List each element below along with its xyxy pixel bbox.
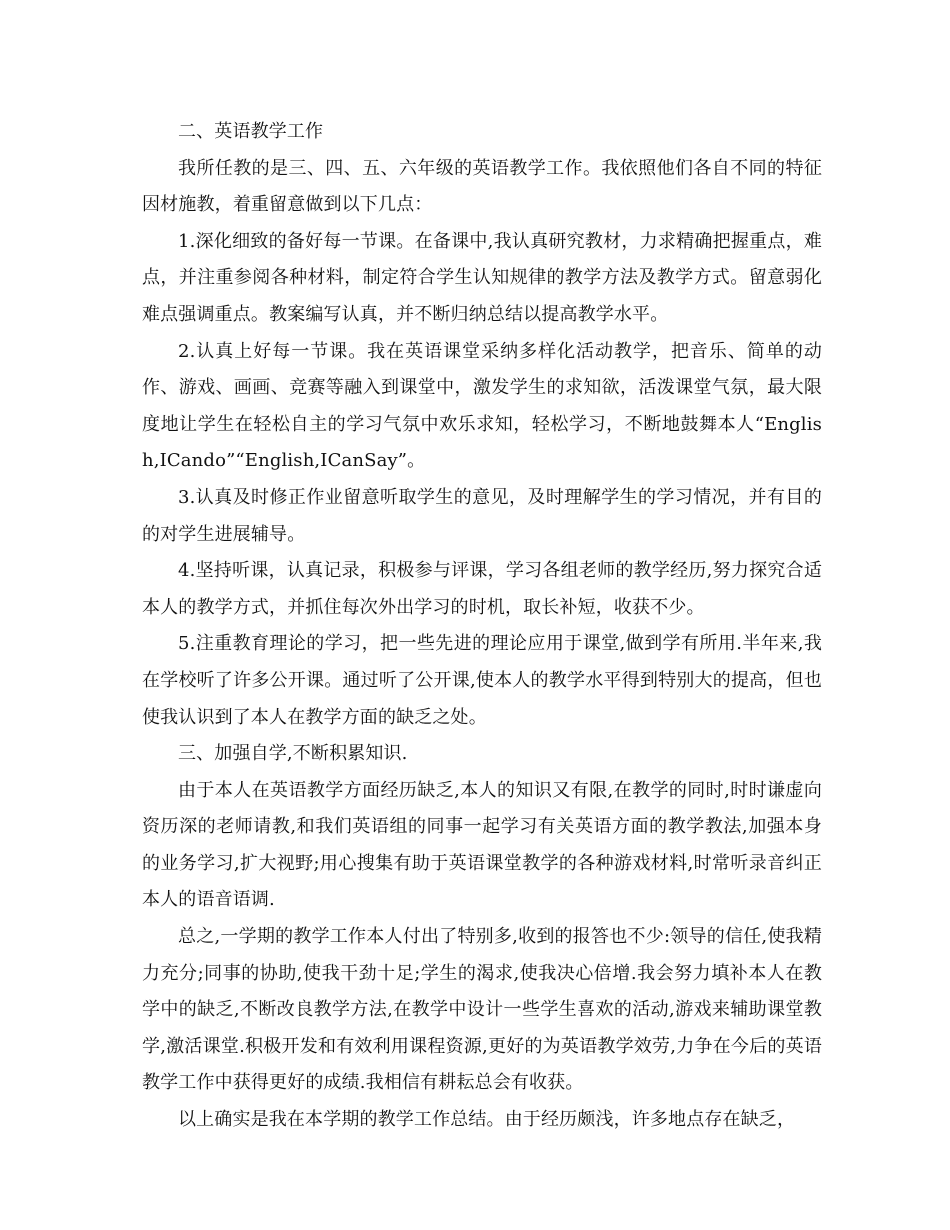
paragraph-closing: 以上确实是我在本学期的教学工作总结。由于经历颇浅，许多地点存在缺乏， (178, 1109, 796, 1131)
paragraph-self-study: 由于本人在英语教学方面经历缺乏,本人的知识又有限,在教学的同时,时时谦虚向资历深的老师请教,和我们英语组的同事一起学习有关英语方面的教学教法,加强本身的业务学习,扩大视野;用心搜集有助于英语课堂教学的各种游戏材料,时常听录音纠正本人的语音语调. (142, 779, 822, 911)
paragraph-point-2: 2.认真上好每一节课。我在英语课堂采纳多样化活动教学，把音乐、简单的动作、游戏、画画、竞赛等融入到课堂中，激发学生的求知欲，活泼课堂气氛，最大限度地让学生在轻松自主的学习气氛中欢乐求知，轻松学习，不断地鼓舞本人“English,ICando”“English,ICanSay”。 (142, 340, 822, 472)
paragraph-intro: 我所任教的是三、四、五、六年级的英语教学工作。我依照他们各自不同的特征因材施教，着重留意做到以下几点： (142, 157, 822, 216)
paragraph-point-5: 5.注重教育理论的学习，把一些先进的理论应用于课堂,做到学有所用.半年来,我在学校听了许多公开课。通过听了公开课,使本人的教学水平得到特别大的提高，但也使我认识到了本人在教学方面的缺乏之处。 (142, 633, 822, 728)
paragraph-summary: 总之,一学期的教学工作本人付出了特别多,收到的报答也不少:领导的信任,使我精力充分;同事的协助,使我干劲十足;学生的渴求,使我决心倍增.我会努力填补本人在教学中的缺乏,不断改良教学方法,在教学中设计一些学生喜欢的活动,游戏来辅助课堂教学,激活课堂.积极开发和有效利用课程资源,更好的为英语教学效劳,力争在今后的英语教学工作中获得更好的成绩.我相信有耕耘总会有收获。 (142, 926, 822, 1094)
paragraph-point-3: 3.认真及时修正作业留意听取学生的意见，及时理解学生的学习情况，并有目的的对学生进展辅导。 (142, 486, 822, 545)
section-heading-english-teaching: 二、英语教学工作 (178, 121, 324, 142)
document-body (142, 114, 822, 1139)
paragraph-point-4: 4.坚持听课，认真记录，积极参与评课，学习各组老师的教学经历,努力探究合适本人的教学方式，并抓住每次外出学习的时机，取长补短，收获不少。 (142, 560, 822, 618)
paragraph-point-1: 1.深化细致的备好每一节课。在备课中,我认真研究教材，力求精确把握重点，难点，并注重参阅各种材料，制定符合学生认知规律的教学方法及教学方式。留意弱化难点强调重点。教案编写认真，并不断归纳总结以提高教学水平。 (142, 230, 822, 325)
section-heading-self-study: 三、加强自学,不断积累知识. (178, 743, 408, 765)
